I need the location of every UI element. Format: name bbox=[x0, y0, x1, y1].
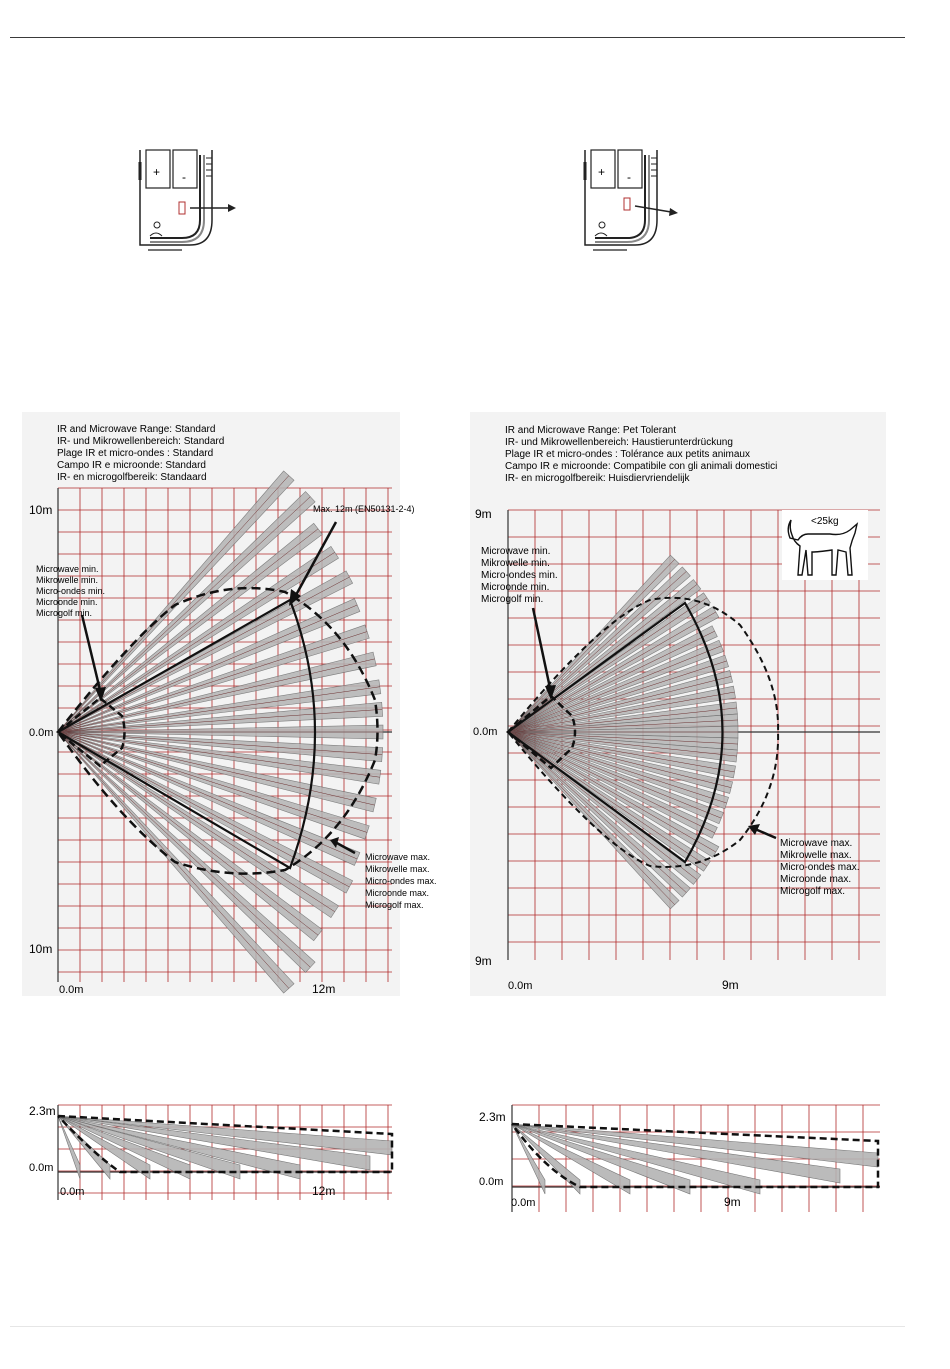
right-mw-min-line: Mikrowelle min. bbox=[481, 558, 550, 569]
left-title-line: IR and Microwave Range: Standard bbox=[57, 424, 216, 435]
left-side-x-end: 12m bbox=[312, 1184, 336, 1198]
right-mw-max-line: Mikrowelle max. bbox=[780, 850, 852, 861]
right-y-bottom-label: 9m bbox=[475, 954, 492, 968]
right-mw-max-line: Microwave max. bbox=[780, 838, 853, 849]
right-y-origin-label: 0.0m bbox=[473, 726, 498, 738]
left-side-floor-label: 0.0m bbox=[29, 1162, 54, 1174]
left-title-line: IR- en microgolfbereik: Standaard bbox=[57, 472, 207, 483]
left-max-note: Max. 12m (EN50131-2-4) bbox=[313, 504, 415, 514]
left-side-height-label: 2.3m bbox=[29, 1104, 56, 1118]
right-title-line: IR- en microgolfbereik: Huisdiervriendelijk bbox=[505, 473, 690, 484]
left-side-x-origin: 0.0m bbox=[60, 1186, 85, 1198]
left-title-block bbox=[57, 424, 224, 483]
right-title-line: Plage IR et micro-ondes : Tolérance aux petits animaux bbox=[505, 449, 750, 460]
left-mw-min-line: Mikrowelle min. bbox=[36, 575, 99, 585]
left-mw-max-line: Microonde max. bbox=[365, 888, 430, 898]
left-mw-max-line: Microwave max. bbox=[365, 852, 431, 862]
right-side-x-origin: 0.0m bbox=[511, 1197, 536, 1209]
left-y-top-label: 10m bbox=[29, 503, 53, 517]
right-side-x-end: 9m bbox=[724, 1195, 741, 1209]
plus-symbol-left: + bbox=[153, 165, 161, 179]
left-mw-max-line: Microgolf max. bbox=[365, 900, 424, 910]
minus-symbol-left: - bbox=[182, 170, 186, 184]
right-y-top-label: 9m bbox=[475, 507, 492, 521]
left-y-bottom-label: 10m bbox=[29, 942, 53, 956]
plus-symbol-right: + bbox=[598, 165, 606, 179]
left-mw-min-line: Microgolf min. bbox=[36, 608, 93, 618]
left-title-line: IR- und Mikrowellenbereich: Standard bbox=[57, 436, 225, 447]
left-mw-min-line: Micro-ondes min. bbox=[36, 586, 106, 596]
right-mw-min-line: Micro-ondes min. bbox=[481, 570, 558, 581]
left-mw-min-line: Microwave min. bbox=[36, 564, 99, 574]
left-mw-max-line: Micro-ondes max. bbox=[365, 876, 437, 886]
right-title-line: Campo IR e microonde: Compatibile con gli animali domestici bbox=[505, 461, 778, 472]
left-title-line: Campo IR e microonde: Standard bbox=[57, 460, 206, 471]
left-mw-max-line: Mikrowelle max. bbox=[365, 864, 430, 874]
right-mw-min-line: Microonde min. bbox=[481, 582, 550, 593]
left-mw-max-label bbox=[365, 852, 437, 910]
minus-symbol-right: - bbox=[627, 170, 631, 184]
footer-rule bbox=[10, 1326, 905, 1327]
right-mw-max-line: Micro-ondes max. bbox=[780, 862, 860, 873]
left-x-origin-label: 0.0m bbox=[59, 984, 84, 996]
right-x-end-label: 9m bbox=[722, 978, 739, 992]
right-mw-max-line: Microgolf max. bbox=[780, 886, 846, 897]
pet-weight-label: <25kg bbox=[811, 516, 839, 527]
right-title-line: IR- und Mikrowellenbereich: Haustierunterdrückung bbox=[505, 437, 733, 448]
left-title-line: Plage IR et micro-ondes : Standard bbox=[57, 448, 214, 459]
right-side-floor-label: 0.0m bbox=[479, 1176, 504, 1188]
right-side-height-label: 2.3m bbox=[479, 1110, 506, 1124]
left-x-end-label: 12m bbox=[312, 982, 336, 996]
right-mw-min-line: Microgolf min. bbox=[481, 594, 544, 605]
right-x-origin-label: 0.0m bbox=[508, 980, 533, 992]
dog-pictogram bbox=[782, 510, 868, 580]
right-title-line: IR and Microwave Range: Pet Tolerant bbox=[505, 425, 677, 436]
right-mw-max-line: Microonde max. bbox=[780, 874, 852, 885]
side-beam bbox=[58, 1116, 80, 1179]
left-mw-min-line: Microonde min. bbox=[36, 597, 98, 607]
right-mw-min-line: Microwave min. bbox=[481, 546, 551, 557]
left-y-origin-label: 0.0m bbox=[29, 727, 54, 739]
